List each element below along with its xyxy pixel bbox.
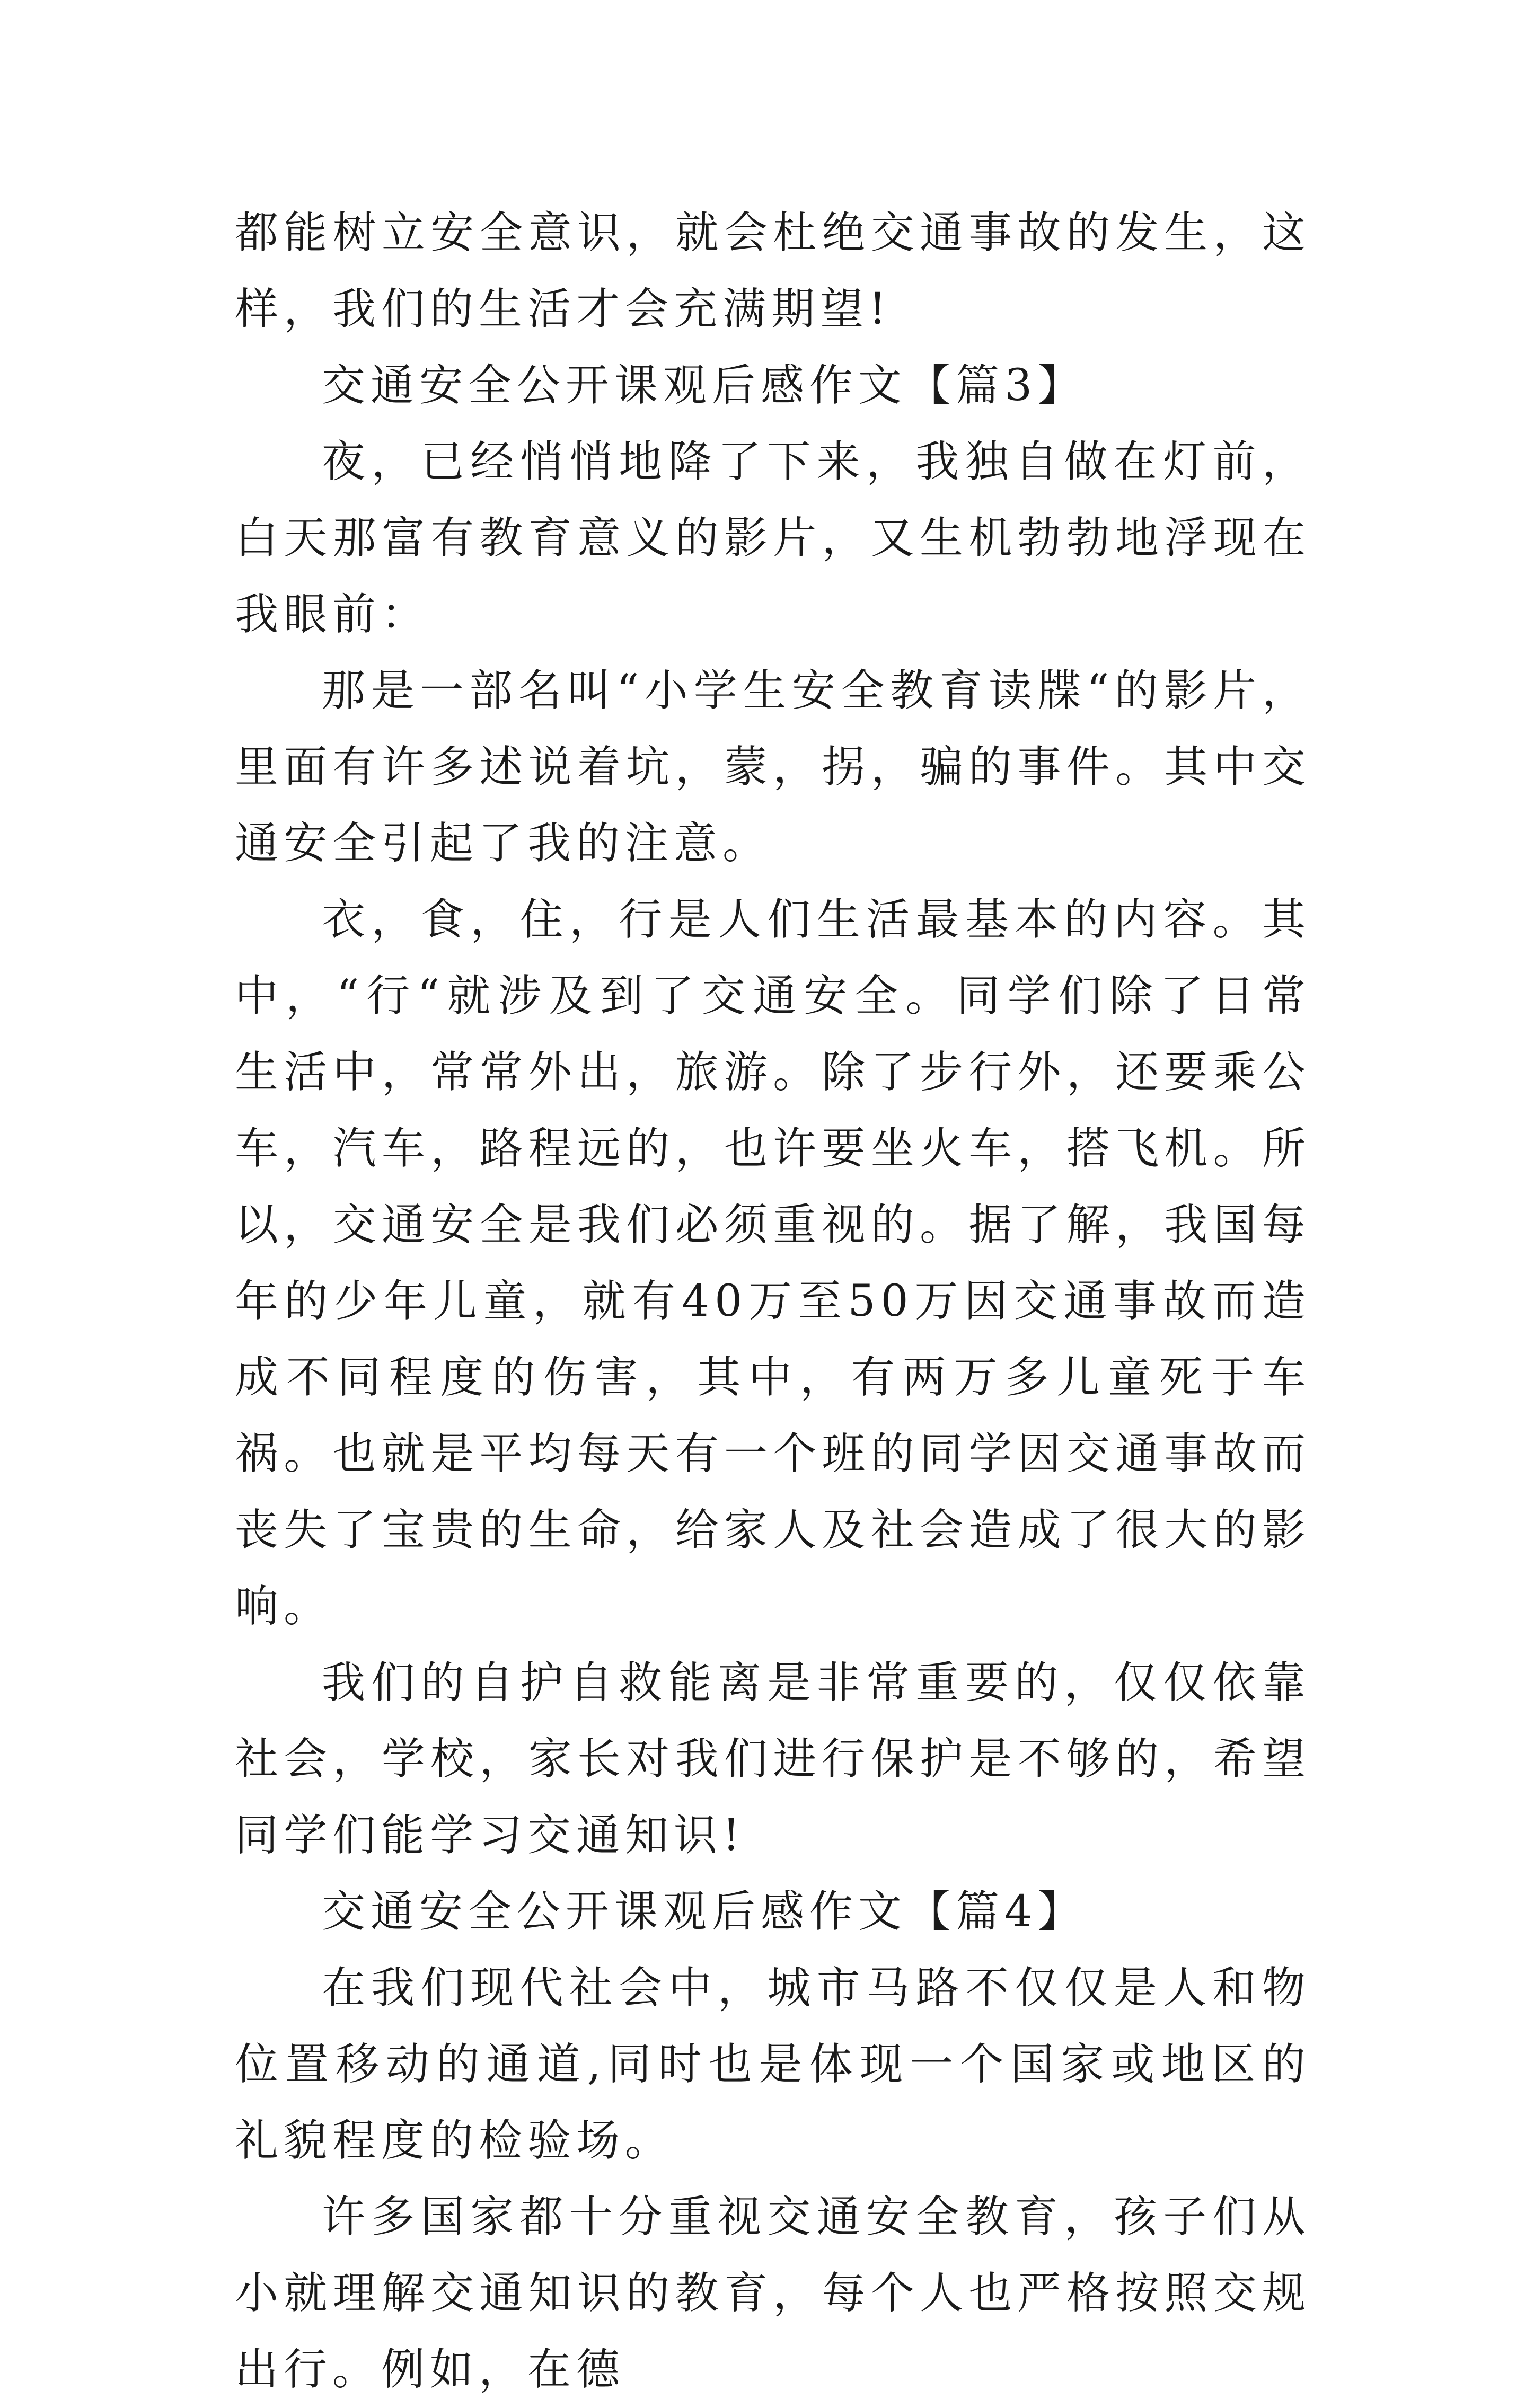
section-heading-4: 交通安全公开课观后感作文【篇4】 (322, 1887, 1087, 1937)
paragraph: 许多国家都十分重视交通安全教育，孩子们从小就理解交通知识的教育，每个人也严格按照交规出行。例如，在德 (235, 2192, 1311, 2395)
paragraph: 那是一部名叫“小学生安全教育读牒“的影片，里面有许多述说着坑，蒙，拐，骗的事件。其中交通安全引起了我的注意。 (235, 666, 1311, 869)
paragraph: 都能树立安全意识，就会杜绝交通事故的发生，这样，我们的生活才会充满期望! (235, 208, 1311, 334)
paragraph: 我们的自护自救能离是非常重要的，仅仅依靠社会，学校，家长对我们进行保护是不够的，希望同学们能学习交通知识! (235, 1658, 1311, 1861)
paragraph: 衣，食，住，行是人们生活最基本的内容。其中，“行“就涉及到了交通安全。同学们除了日常生活中，常常外出，旅游。除了步行外，还要乘公车，汽车，路程远的，也许要坐火车，搭飞机。所以，交通安全是我们必须重视的。据了解，我国每年的少年儿童，就有40万至50万因交通事故而造成不同程度的伤害，其中，有两万多儿童死于车祸。也就是平均每天有一个班的同学因交通事故而丧失了宝贵的生命，给家人及社会造成了很大的影响。 (235, 895, 1311, 1632)
paragraph: 夜，已经悄悄地降了下来，我独自做在灯前，白天那富有教育意义的影片，又生机勃勃地浮现在我眼前： (235, 437, 1311, 640)
document-body (235, 195, 1311, 2408)
section-heading-3: 交通安全公开课观后感作文【篇3】 (322, 360, 1087, 411)
paragraph: 在我们现代社会中，城市马路不仅仅是人和物位置移动的通道,同时也是体现一个国家或地区的礼貌程度的检验场。 (235, 1963, 1311, 2166)
